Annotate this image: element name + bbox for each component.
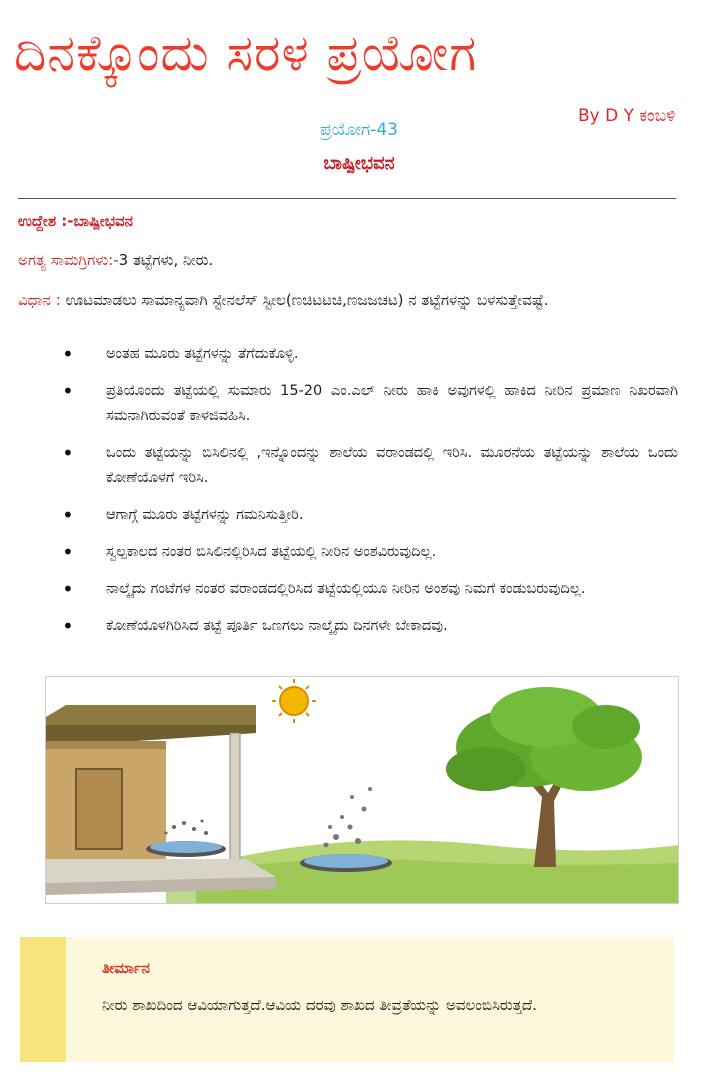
conclusion-accent-bar [20,937,66,1062]
method-label: ವಿಧಾನ : [18,291,61,309]
water-tray-icon [300,787,392,872]
steps-list [58,342,678,651]
conclusion-box [20,937,674,1062]
house-icon [46,705,276,895]
step-text: ಅಂತಹ ಮೂರು ತಟ್ಟೆಗಳನ್ನು ತೆಗೆದುಕೊಳ್ಳಿ. [106,346,299,362]
step-text: ನಾಲ್ಕೈದು ಗಂಟೆಗಳ ನಂತರ ವರಾಂಡದಲ್ಲಿರಿಸಿದ ತಟ್ಟೆಯಲ್ಲಿಯೂ ನೀರಿನ ಅಂಶವು ನಿಮಗೆ ಕಂಡುಬರುವುದಿಲ್ಲ. [106,581,586,597]
materials-value: 3 ತಟ್ಟೆಗಳು, ನೀರು. [118,251,214,269]
aim-value: ಬಾಷ್ಪೀಭವನ [73,212,133,230]
list-item [58,540,678,565]
bullet-icon: • [62,577,74,601]
list-item [58,342,678,367]
method-value: ಊಟಮಾಡಲು ಸಾಮಾನ್ಯವಾಗಿ ಸ್ಟೇನಲೆಸ್ ಸ್ಟೀಲ(ಣಚಿಟಟಚಿ,ಣಜಜಚಟ) ನ ತಟ್ಟೆಗಳನ್ನು ಬಳಸುತ್ತೇವಷ್ಟೆ. [65,291,549,309]
page-title: ದಿನಕ್ಕೊಂದು ಸರಳ ಪ್ರಯೋಗ [14,24,478,82]
tree-icon [446,687,642,867]
aim-label: ಉದ್ದೇಶ :- [18,212,74,230]
conclusion-title: ತೀರ್ಮಾನ [102,959,150,977]
bullet-icon: • [62,540,74,564]
list-item [58,577,678,602]
step-text: ಕೋಣೆಯೊಳಗಿರಿಸಿದ ತಟ್ಟೆ ಪೂರ್ತಿ ಒಣಗಲು ನಾಲ್ಕೈದು ದಿನಗಳೇ ಬೇಕಾದವು. [106,618,448,634]
step-text: ಪ್ರತಿಯೊಂದು ತಟ್ಟೆಯಲ್ಲಿ ಸುಮಾರು 15-20 ಎಂ.ಎಲ್ ನೀರು ಹಾಕಿ ಅವುಗಳಲ್ಲಿ ಹಾಕಿದ ನೀರಿನ ಪ್ರಮಾಣ ನಿಖರವಾಗಿ ಸಮನಾಗಿರುವಂತೆ ಕಾಳಜಿವಹಿಸಿ. [106,383,678,424]
list-item [58,614,678,639]
method-field [18,285,674,315]
divider [18,198,676,199]
step-text: ಸ್ವಲ್ಪಕಾಲದ ನಂತರ ಬಿಸಿಲಿನಲ್ಲಿರಿಸಿದ ತಟ್ಟೆಯಲ್ಲಿ ನೀರಿನ ಅಂಶವಿರುವುದಿಲ್ಲ. [106,544,437,560]
illustration-svg [46,677,678,903]
author-byline: By D Y ಕಂಬಳಿ [578,106,676,126]
materials-field [18,251,213,269]
step-text: ಆಗಾಗ್ಗೆ ಮೂರು ತಟ್ಟೆಗಳನ್ನು ಗಮನಿಸುತ್ತೀರಿ. [106,507,304,523]
materials-label: ಅಗತ್ಯ ಸಾಮಗ್ರಿಗಳು:- [18,251,119,269]
experiment-title: ಬಾಷ್ಪೀಭವನ [323,153,395,174]
experiment-number: ಪ್ರಯೋಗ-43 [319,120,398,140]
bullet-icon: • [62,441,74,465]
conclusion-text: ನೀರು ಶಾಖದಿಂದ ಆವಿಯಾಗುತ್ತದೆ.ಆವಿಯ ದರವು ಶಾಖದ ತೀವ್ರತೆಯನ್ನು ಅವಲಂಬಿಸಿರುತ್ತದೆ. [102,996,537,1014]
step-text: ಒಂದು ತಟ್ಟೆಯನ್ನು ಬಿಸಿಲಿನಲ್ಲಿ ,ಇನ್ನೊಂದನ್ನು ಶಾಲೆಯ ವರಾಂಡದಲ್ಲಿ ಇರಿಸಿ. ಮೂರನೆಯ ತಟ್ಟೆಯನ್ನು ಶಾಲೆಯ ಒಂದು ಕೋಣೆಯೊಳಗೆ ಇರಿಸಿ. [106,445,678,486]
list-item [58,503,678,528]
aim-field [18,212,133,230]
bullet-icon: • [62,614,74,638]
evaporation-illustration [45,676,679,904]
list-item [58,379,678,429]
list-item [58,441,678,491]
bullet-icon: • [62,342,74,366]
bullet-icon: • [62,379,74,403]
bullet-icon: • [62,503,74,527]
sun-icon [272,679,316,723]
